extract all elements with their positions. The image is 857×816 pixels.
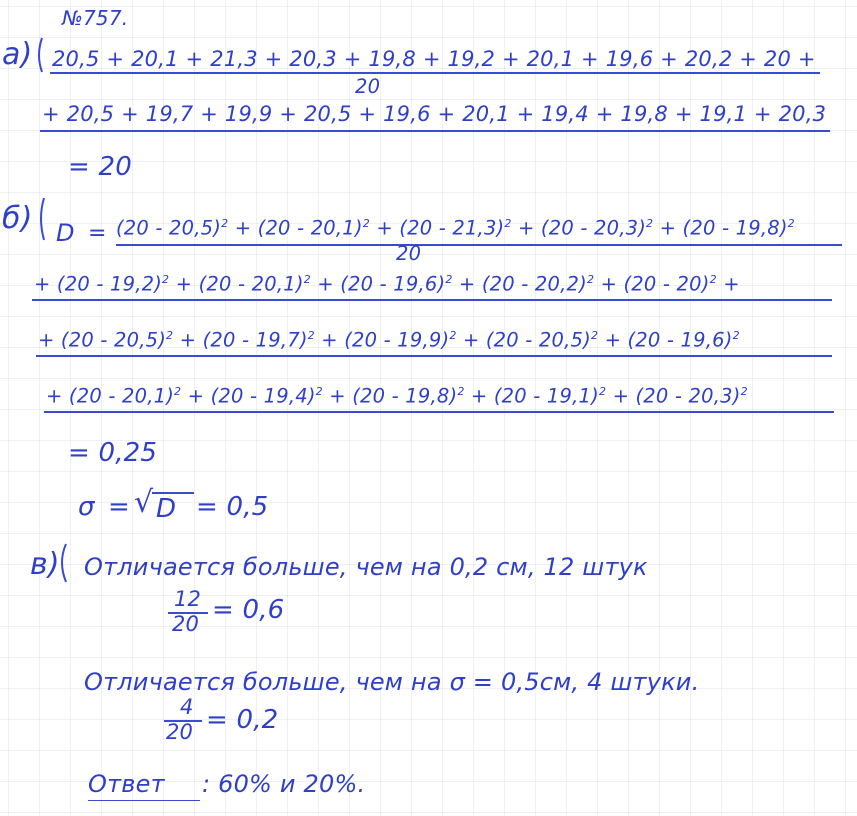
fraction-1-result: = 0,6 bbox=[212, 595, 285, 625]
part-b-denominator: 20 bbox=[396, 242, 422, 265]
exponent: 2 bbox=[166, 329, 174, 342]
term: + (20 - 20,2) bbox=[458, 272, 587, 296]
variance-line-1 bbox=[116, 218, 795, 238]
exponent: 2 bbox=[307, 329, 315, 342]
exponent: 2 bbox=[732, 329, 740, 342]
term: + (20 - 21,3) bbox=[376, 216, 505, 240]
exponent: 2 bbox=[709, 273, 717, 286]
exponent: 2 bbox=[162, 273, 170, 286]
answer-label: Ответ bbox=[88, 770, 165, 798]
fraction-2-denominator: 20 bbox=[166, 720, 194, 744]
exponent: 2 bbox=[221, 217, 229, 230]
fraction-2-result: = 0,2 bbox=[206, 705, 279, 735]
sqrt-argument: D bbox=[156, 494, 177, 524]
answer-value: : 60% и 20%. bbox=[202, 770, 366, 798]
variance-result: = 0,25 bbox=[68, 438, 158, 468]
term: + (20 - 19,7) bbox=[179, 328, 308, 352]
exponent: 2 bbox=[174, 385, 182, 398]
term: + (20 - 20,1) bbox=[46, 384, 175, 408]
exponent: 2 bbox=[445, 273, 453, 286]
sqrt-radical-icon: √ bbox=[134, 485, 154, 520]
term: + (20 - 19,2) bbox=[34, 272, 163, 296]
term: + (20 - 20,3) bbox=[612, 384, 741, 408]
term: + (20 - 20,5) bbox=[462, 328, 591, 352]
exponent: 2 bbox=[787, 217, 795, 230]
exponent: 2 bbox=[598, 385, 607, 398]
sigma-symbol: σ bbox=[78, 492, 95, 522]
variance-equals: = bbox=[88, 221, 107, 246]
part-b-bracket-icon bbox=[41, 198, 44, 240]
part-a-label: а) bbox=[2, 37, 33, 72]
variance-line-4 bbox=[46, 386, 748, 406]
exponent: 2 bbox=[740, 385, 748, 398]
fraction-1-numerator: 12 bbox=[174, 587, 202, 611]
part-b-fraction-bar-4 bbox=[44, 411, 834, 413]
part-a-numerator-line1: 20,5 + 20,1 + 21,3 + 20,3 + 19,8 + 19,2 + 20,1 + 19,6 + 20,2 + 20 + bbox=[52, 47, 816, 71]
exponent: 2 bbox=[303, 273, 311, 286]
part-a-denominator: 20 bbox=[355, 75, 381, 98]
variance-symbol: D bbox=[56, 219, 75, 247]
exponent: 2 bbox=[315, 385, 323, 398]
part-b-label: б) bbox=[2, 201, 33, 236]
part-c-label: в) bbox=[30, 547, 60, 582]
part-a-result: = 20 bbox=[68, 152, 132, 182]
exponent: 2 bbox=[646, 217, 654, 230]
exponent: 2 bbox=[586, 273, 595, 286]
fraction-2-numerator: 4 bbox=[180, 695, 194, 719]
exponent: 2 bbox=[504, 217, 512, 230]
part-a-bracket-icon bbox=[39, 38, 42, 72]
term: + (20 - 20,3) bbox=[517, 216, 647, 240]
part-b-fraction-bar-2 bbox=[32, 299, 832, 301]
exponent: 2 bbox=[449, 329, 457, 342]
part-c-bracket-icon bbox=[62, 544, 66, 582]
term: + (20 - 19,4) bbox=[187, 384, 316, 408]
sigma-value: = 0,5 bbox=[196, 492, 269, 522]
part-c-sentence-2: Отличается больше, чем на σ = 0,5см, 4 штуки. bbox=[84, 668, 700, 696]
fraction-1-denominator: 20 bbox=[172, 612, 200, 636]
answer-underline bbox=[88, 800, 200, 801]
part-a-numerator-line2: + 20,5 + 19,7 + 19,9 + 20,5 + 19,6 + 20,1 + 19,4 + 19,8 + 19,1 + 20,3 bbox=[42, 102, 827, 126]
part-b-fraction-bar bbox=[116, 244, 842, 246]
exponent: 2 bbox=[590, 329, 599, 342]
term: + bbox=[723, 272, 740, 296]
exponent: 2 bbox=[457, 385, 465, 398]
term: + (20 - 19,8) bbox=[329, 384, 458, 408]
term: + (20 - 20) bbox=[600, 272, 710, 296]
part-b-fraction-bar-3 bbox=[36, 355, 832, 357]
term: + (20 - 20,1) bbox=[234, 216, 363, 240]
term: + (20 - 20,1) bbox=[175, 272, 304, 296]
term: + (20 - 19,6) bbox=[317, 272, 446, 296]
term: + (20 - 20,5) bbox=[38, 328, 167, 352]
term: (20 - 20,5) bbox=[116, 216, 222, 240]
term: + (20 - 19,9) bbox=[321, 328, 450, 352]
term: + (20 - 19,1) bbox=[470, 384, 599, 408]
problem-number: №757. bbox=[62, 6, 129, 30]
sigma-equals: = bbox=[108, 492, 130, 522]
term: + (20 - 19,6) bbox=[604, 328, 733, 352]
term: + (20 - 19,8) bbox=[659, 216, 788, 240]
part-c-sentence-1: Отличается больше, чем на 0,2 см, 12 штук bbox=[84, 553, 648, 581]
part-a-fraction-bar-2 bbox=[40, 130, 830, 132]
exponent: 2 bbox=[362, 217, 370, 230]
part-a-fraction-bar bbox=[50, 72, 820, 74]
variance-line-3 bbox=[38, 330, 740, 350]
variance-line-2 bbox=[34, 274, 740, 294]
